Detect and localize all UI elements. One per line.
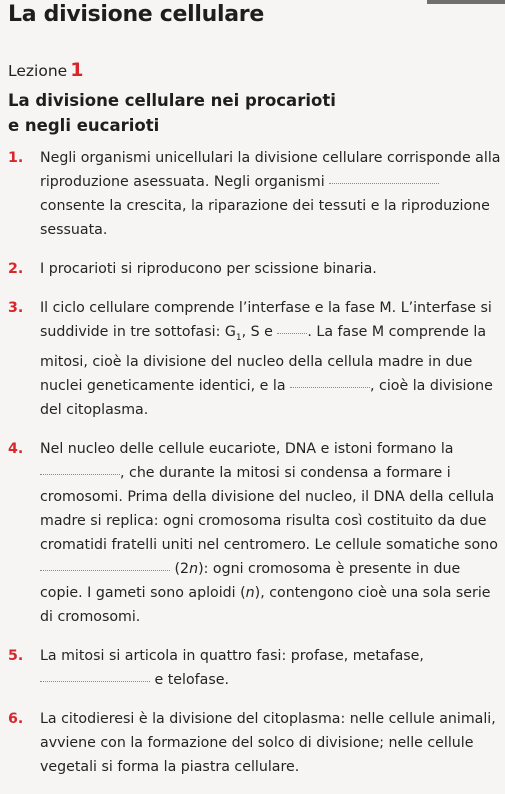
- fill-in-blank[interactable]: [290, 386, 370, 388]
- lesson-number: 1: [70, 59, 84, 81]
- item-text: Nel nucleo delle cellule eucariote, DNA e istoni formano la: [40, 440, 454, 457]
- item-text: , S e: [241, 324, 278, 340]
- item-text: e telofase.: [150, 671, 229, 688]
- fill-in-blank[interactable]: [40, 473, 120, 475]
- item-text: ), contengono cioè una sola serie di cromosomi.: [40, 584, 491, 625]
- item-text: I procarioti si riproducono per scissione binaria.: [40, 261, 377, 277]
- summary-item-5: [8, 644, 502, 692]
- item-number: 1.: [8, 150, 24, 166]
- italic-n: n: [245, 584, 255, 601]
- item-text: ): ogni cromosoma è presente in due copie. I gameti sono aploidi (: [40, 560, 461, 601]
- lesson-label: [8, 59, 83, 81]
- italic-n: n: [189, 560, 199, 577]
- item-text: La mitosi si articola in quattro fasi: profase, metafase,: [40, 647, 424, 664]
- summary-item-2: [8, 257, 502, 281]
- item-text: , cioè la divisione del citoplasma.: [40, 377, 493, 418]
- fill-in-blank[interactable]: [40, 680, 150, 682]
- subscript: 1: [235, 332, 242, 343]
- item-number: 2.: [8, 261, 24, 277]
- item-text: consente la crescita, la riparazione dei tessuti e la riproduzione sessuata.: [40, 198, 490, 238]
- lesson-subtitle: [8, 88, 488, 138]
- item-text: . La fase M comprende la mitosi, cioè la divisione del nucleo della cellula madre in due nuclei geneticamente identici, e la: [40, 324, 487, 394]
- top-decorative-bar: [427, 0, 505, 4]
- summary-item-4: [8, 437, 502, 629]
- item-number: 5.: [8, 647, 24, 664]
- page-title: La divisione cellulare: [8, 2, 264, 27]
- item-text: La citodieresi è la divisione del citoplasma: nelle cellule animali, avviene con la formazione del solco di divisione; nelle cellule vegetali si forma la piastra cellulare.: [40, 710, 496, 775]
- subtitle-line-1: La divisione cellulare nei procarioti: [8, 91, 336, 110]
- item-text: (2: [170, 560, 190, 577]
- subtitle-line-2: e negli eucarioti: [8, 116, 160, 135]
- summary-list: [8, 146, 502, 794]
- item-text: Negli organismi unicellulari la divisione cellulare corrisponde alla riproduzione asessuata. Negli organismi: [40, 150, 501, 190]
- summary-item-6: [8, 707, 502, 779]
- item-text: , che durante la mitosi si condensa a formare i cromosomi. Prima della divisione del nucleo, il DNA della cellula madre si replica: ogni cromosoma risulta così costituito da due cromatidi fratelli uniti nel centromero. Le cellule somatiche sono: [40, 464, 498, 553]
- item-number: 3.: [8, 300, 24, 316]
- fill-in-blank[interactable]: [40, 569, 170, 571]
- item-text: Il ciclo cellulare comprende l’interfase e la fase M. L’interfase si suddivide in tre sottofasi: G: [40, 300, 492, 340]
- fill-in-blank[interactable]: [329, 182, 439, 184]
- fill-in-blank[interactable]: [277, 332, 307, 334]
- lesson-label-text: Lezione: [8, 62, 68, 80]
- item-number: 4.: [8, 440, 24, 457]
- summary-item-1: [8, 146, 502, 242]
- item-number: 6.: [8, 710, 24, 727]
- summary-item-3: [8, 296, 502, 422]
